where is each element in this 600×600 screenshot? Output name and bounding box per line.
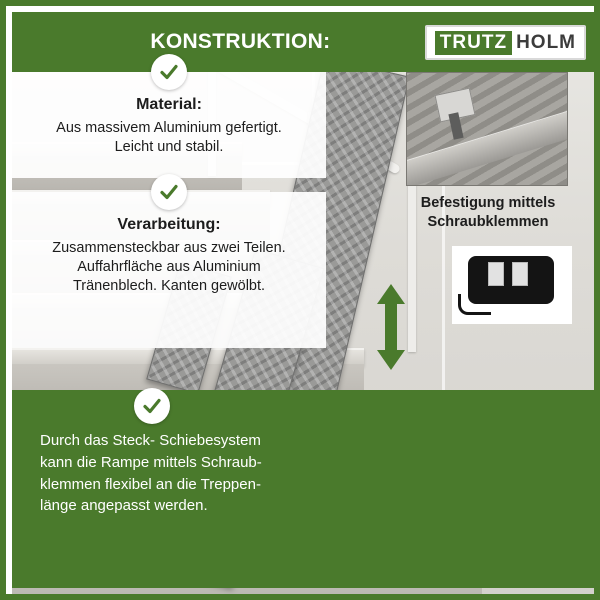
logo-text-holm: HOLM <box>516 31 576 53</box>
panel-title-verarbeitung: Verarbeitung: <box>117 216 221 233</box>
panel-text-material-line1: Aus massivem Aluminium gefertigt. <box>56 120 282 136</box>
feature-panel-material <box>12 72 326 178</box>
panel-text-verarbeitung-line3: Tränenblech. Kanten gewölbt. <box>72 278 266 295</box>
inset-photo-screwclamp-part <box>452 246 572 324</box>
clamp-part-screw <box>512 262 528 286</box>
clamp-rail <box>406 104 568 186</box>
panel-text-material-line2: Leicht und stabil. <box>114 139 224 156</box>
clamp-part-screw <box>488 262 504 286</box>
callout-clamp-label <box>400 194 576 231</box>
callout-line1: Befestigung mittels <box>420 195 556 211</box>
panel-text-system-line2: kann die Rampe mittels Schraub- <box>40 453 262 471</box>
double-arrow-vertical-icon <box>376 284 406 370</box>
check-circle-icon <box>151 54 187 90</box>
panel-text-system-line4: länge angepasst werden. <box>40 497 208 515</box>
clamp-part-bracket <box>458 294 491 315</box>
panel-text-verarbeitung-line2: Auffahrfläche aus Aluminium <box>77 259 261 276</box>
logo-text-trutz: TRUTZ <box>435 31 512 55</box>
header-bar <box>12 12 600 72</box>
callout-line2: Schraubklemmen <box>427 213 549 230</box>
panel-text-system-line3: klemmen flexibel an die Treppen- <box>40 475 261 493</box>
panel-text-system-line1: Durch das Steck- Schiebesystem <box>40 432 261 449</box>
check-circle-icon <box>134 388 170 424</box>
feature-panel-verarbeitung <box>12 192 326 348</box>
inset-photo-clamp-detail <box>406 72 568 186</box>
check-circle-icon <box>151 174 187 210</box>
page-title: KONSTRUKTION: <box>150 30 331 53</box>
panel-text-verarbeitung-line1: Zusammensteckbar aus zwei Teilen. <box>52 240 286 256</box>
feature-panel-steckschiebesystem <box>12 402 326 566</box>
panel-title-material: Material: <box>136 96 202 113</box>
brand-logo <box>425 25 586 60</box>
